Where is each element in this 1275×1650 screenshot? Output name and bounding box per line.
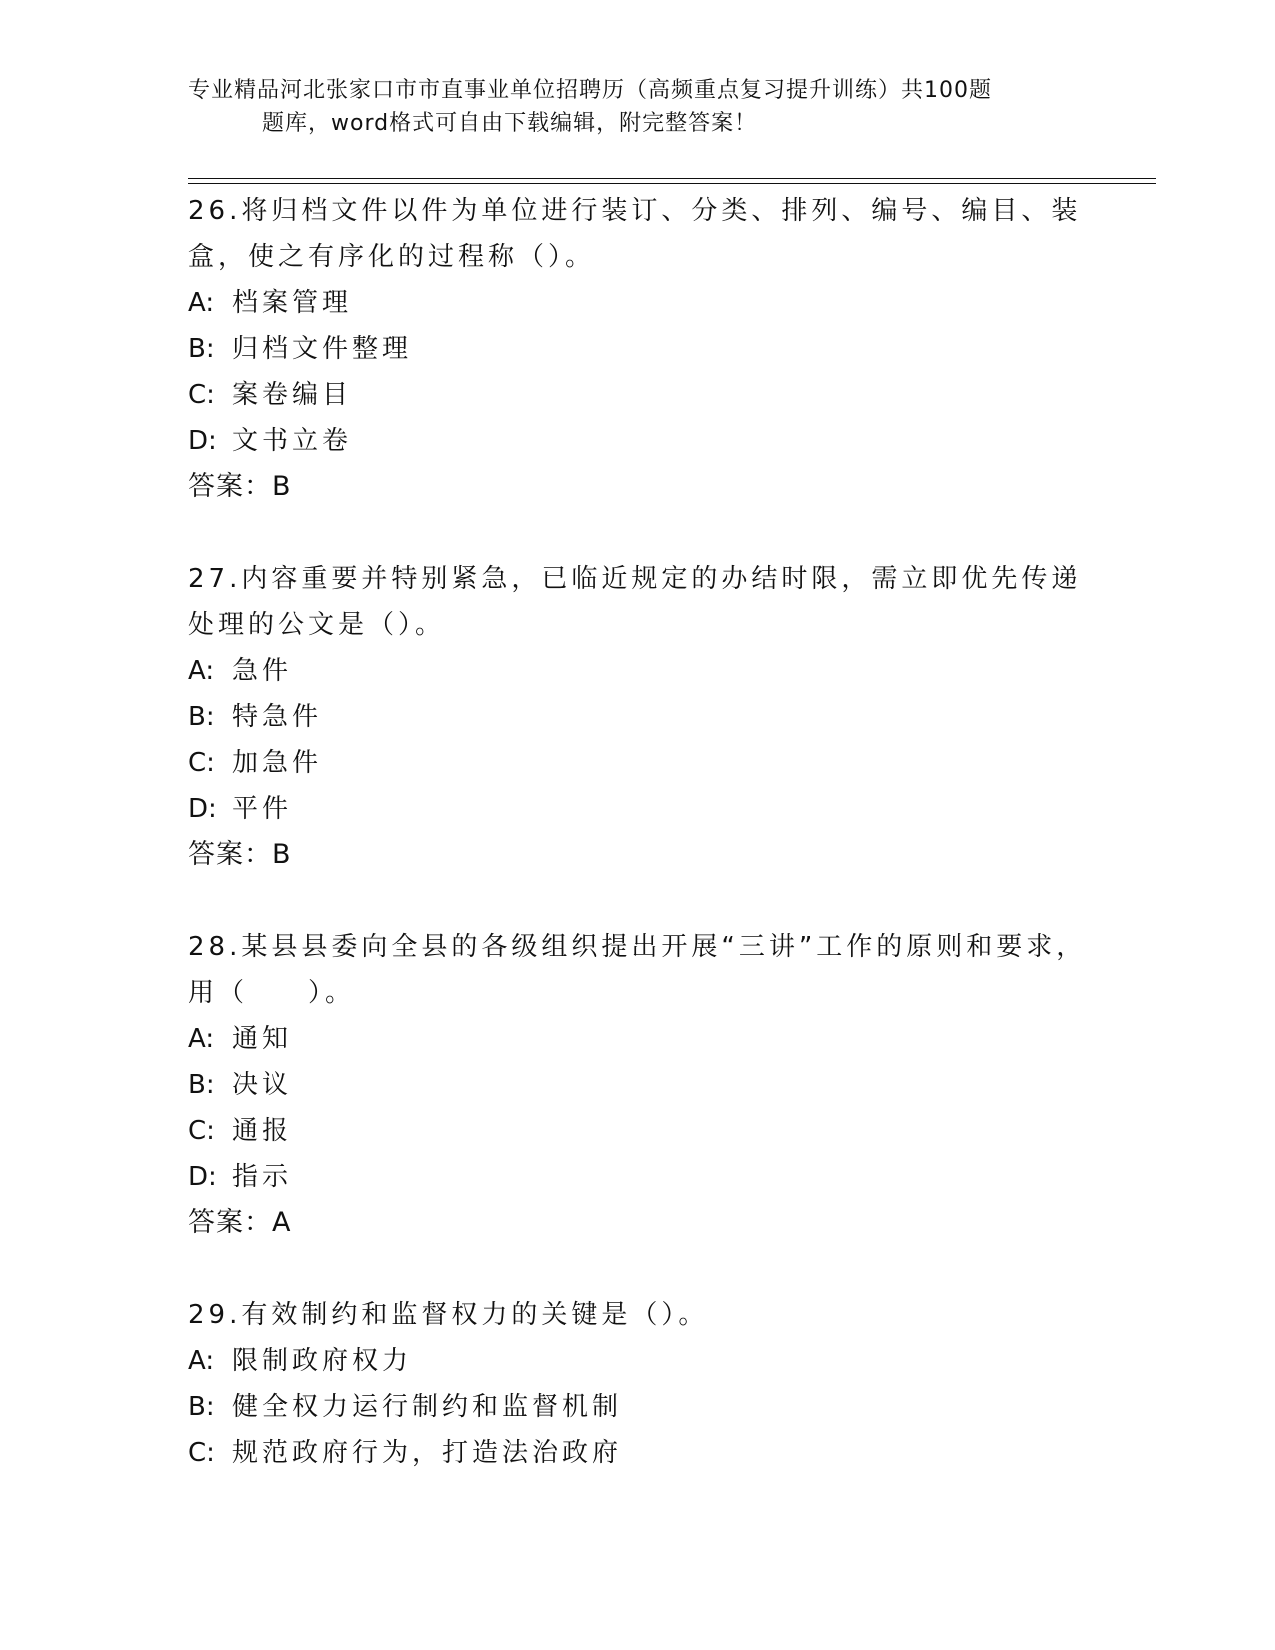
option-d	[188, 1154, 1088, 1200]
option-b	[188, 1384, 1088, 1430]
option-d	[188, 786, 1088, 832]
question-text: 29.有效制约和监督权力的关键是（）。	[188, 1300, 709, 1330]
option-key: D:	[188, 794, 217, 824]
header-divider-bottom	[188, 183, 1156, 184]
document-header	[188, 74, 1088, 140]
option-text: 急件	[232, 656, 293, 686]
question-text: 28.某县县委向全县的各级组织提出开展“三讲”工作的原则和要求，用（ ）。	[188, 932, 1087, 1008]
option-key: D:	[188, 1162, 217, 1192]
option-key: A:	[188, 1024, 215, 1054]
option-a	[188, 1338, 1088, 1384]
question-list	[188, 188, 1088, 1476]
spacer	[188, 1246, 1088, 1292]
option-text: 指示	[232, 1162, 293, 1192]
option-b	[188, 1062, 1088, 1108]
option-a	[188, 648, 1088, 694]
option-c	[188, 1430, 1088, 1476]
option-key: C:	[188, 1116, 215, 1146]
option-text: 决议	[232, 1070, 293, 1100]
option-text: 文书立卷	[232, 426, 353, 456]
answer: 答案：A	[188, 1207, 292, 1238]
option-key: C:	[188, 748, 215, 778]
option-key: A:	[188, 1346, 215, 1376]
option-a	[188, 280, 1088, 326]
spacer	[188, 510, 1088, 556]
answer: 答案：B	[188, 839, 292, 870]
header-divider-top	[188, 178, 1156, 179]
option-c	[188, 372, 1088, 418]
option-key: B:	[188, 334, 215, 364]
option-text: 归档文件整理	[232, 334, 413, 364]
option-d	[188, 418, 1088, 464]
option-text: 规范政府行为，打造法治政府	[232, 1438, 623, 1468]
option-text: 平件	[232, 794, 293, 824]
option-key: B:	[188, 1392, 215, 1422]
question-28	[188, 924, 1088, 1246]
option-text: 通知	[232, 1024, 293, 1054]
option-text: 加急件	[232, 748, 323, 778]
option-key: A:	[188, 656, 215, 686]
option-key: C:	[188, 1438, 215, 1468]
option-c	[188, 740, 1088, 786]
header-line-2: 题库，word格式可自由下载编辑，附完整答案！	[262, 111, 758, 136]
option-text: 案卷编目	[232, 380, 353, 410]
header-line-1: 专业精品河北张家口市市直事业单位招聘历（高频重点复习提升训练）共100题	[188, 78, 992, 103]
option-key: B:	[188, 1070, 215, 1100]
question-27	[188, 556, 1088, 878]
question-26	[188, 188, 1088, 510]
spacer	[188, 878, 1088, 924]
option-b	[188, 694, 1088, 740]
option-key: B:	[188, 702, 215, 732]
option-c	[188, 1108, 1088, 1154]
option-text: 档案管理	[232, 288, 353, 318]
option-text: 限制政府权力	[232, 1346, 413, 1376]
question-text: 27.内容重要并特别紧急，已临近规定的办结时限，需立即优先传递处理的公文是（）。	[188, 564, 1082, 640]
option-a	[188, 1016, 1088, 1062]
option-key: A:	[188, 288, 215, 318]
question-29	[188, 1292, 1088, 1476]
option-key: D:	[188, 426, 217, 456]
question-text: 26.将归档文件以件为单位进行装订、分类、排列、编号、编目、装盒，使之有序化的过程称（）。	[188, 196, 1082, 272]
answer: 答案：B	[188, 471, 292, 502]
option-text: 通报	[232, 1116, 293, 1146]
option-b	[188, 326, 1088, 372]
option-text: 健全权力运行制约和监督机制	[232, 1392, 623, 1422]
option-text: 特急件	[232, 702, 323, 732]
option-key: C:	[188, 380, 215, 410]
